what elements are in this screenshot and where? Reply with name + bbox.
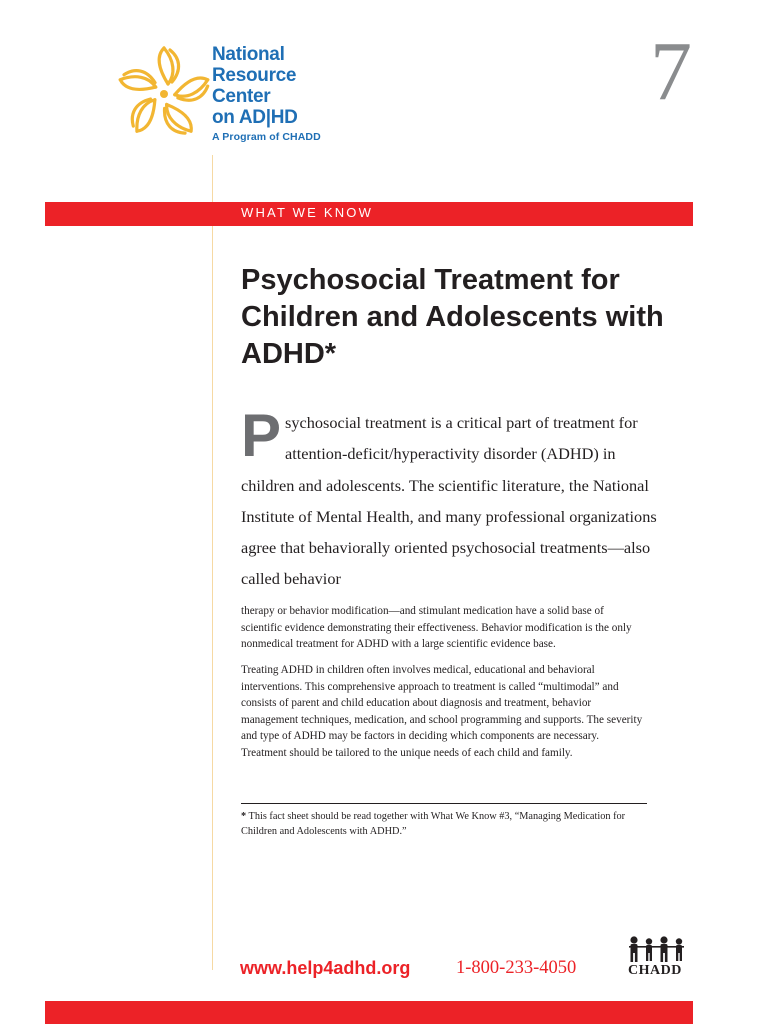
chadd-logo [625,935,695,983]
phone-number: 1-800-233-4050 [456,958,577,978]
chadd-family-icon [625,935,695,965]
body-paragraph: Treating ADHD in children often involves medical, educational and behavioral interventions. This comprehensive approach to treatment is called “multimodal” and consists of parent and child education about diagnosis and treatment, behavior management techniques, medication, and school programming and supports. The severity and type of ADHD may be factors in deciding which components are necessary. Treatment should be tailored to the unique needs of each child and family. [241,664,643,759]
lead-paragraph [241,402,661,595]
website-link[interactable]: www.help4adhd.org [240,958,411,978]
footnote-text: This fact sheet should be read together with What We Know #3, “Managing Medication for Children and Adolescents with ADHD.” [241,811,626,837]
logo-line: National [212,44,285,65]
footnote [241,809,645,839]
section-label: WHAT WE KNOW [241,205,374,220]
body-paragraph: therapy or behavior modification—and stimulant medication have a solid base of scientific evidence demonstrating their effectiveness. Behavior modification is the only nonmedical treatment for ADHD with a large scientific evidence base. [241,605,632,651]
margin-divider [212,155,213,970]
logo-tagline: A Program of CHADD [212,131,321,143]
national-resource-center-logo-icon [112,42,216,146]
logo-line: Center [212,86,271,107]
chadd-logo-text: CHADD [628,963,682,978]
bottom-bar [45,1001,693,1024]
page-title: Psychosocial Treatment for Children and Adolescents with ADHD* [241,264,664,370]
drop-cap: P [241,402,282,469]
logo-line: Resource [212,65,297,86]
lead-text: sychosocial treatment is a critical part of treatment for attention-deficit/hyperactivity disorder (ADHD) in children and adolescents. The scientific literature, the National Institute of Mental Health, and many professional organizations agree that behaviorally oriented psychosocial treatments—also called behavior [241,413,657,589]
logo-wordmark [212,44,321,143]
fact-sheet-number: 7 [650,25,692,118]
footnote-marker: * [241,811,247,822]
logo-line: on AD|HD [212,107,298,128]
footnote-rule [241,803,647,804]
